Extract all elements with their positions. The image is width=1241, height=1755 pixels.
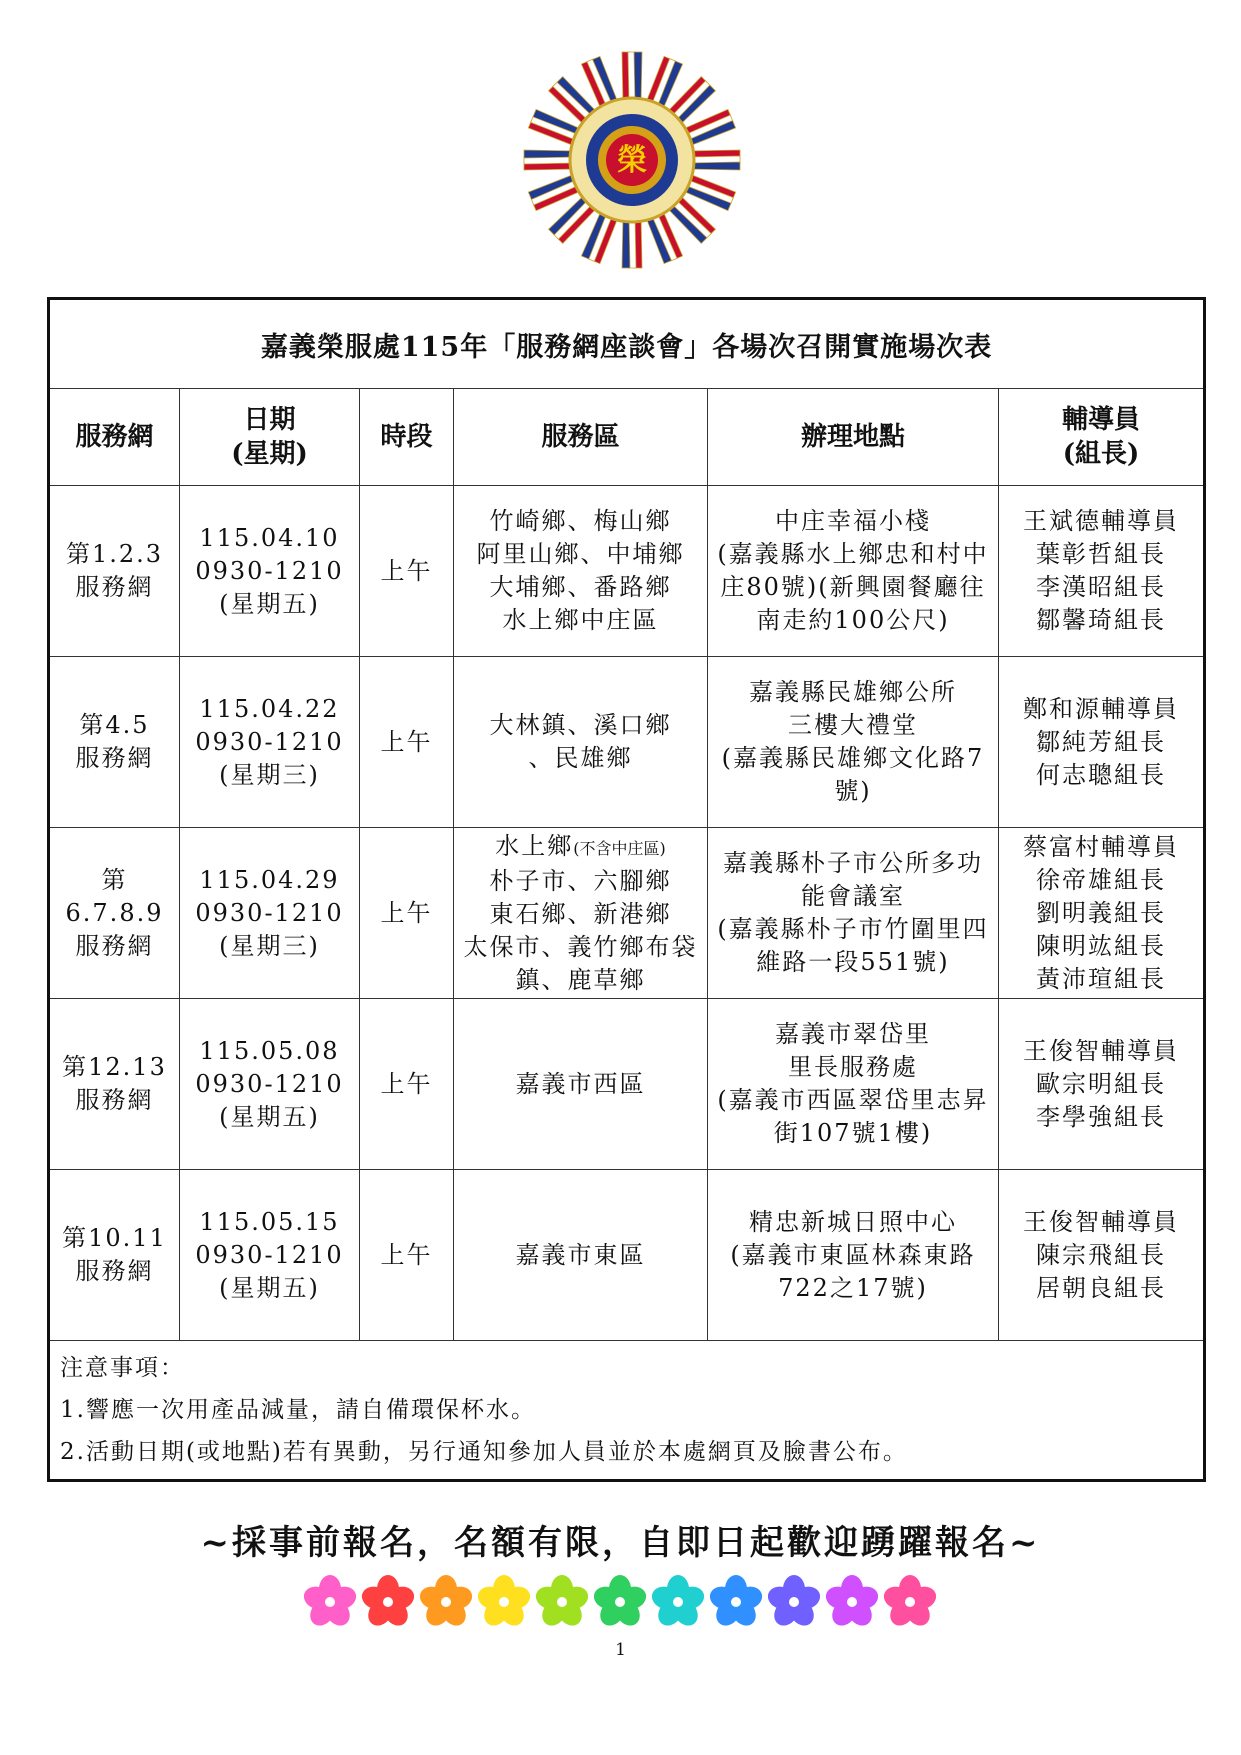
schedule-table (47, 297, 1206, 1482)
flower-decoration (300, 1572, 940, 1632)
cell-staff: 王俊智輔導員 歐宗明組長 李學強組長 (999, 999, 1205, 1170)
cell-network: 第10.11 服務網 (49, 1170, 180, 1341)
header-staff: 輔導員 (組長) (999, 389, 1205, 486)
cell-network: 第4.5 服務網 (49, 657, 180, 828)
cell-venue: 嘉義市翠岱里 里長服務處 (嘉義市西區翠岱里志昇街107號1樓) (708, 999, 999, 1170)
logo-character: 榮 (617, 143, 647, 178)
cell-date: 115.04.29 0930-1210 (星期三) (180, 828, 360, 999)
page-number: 1 (615, 1640, 626, 1660)
flower-icon (591, 1575, 649, 1630)
note-item-1: 1.響應一次用產品減量，請自備環保杯水。 (60, 1397, 536, 1423)
table-row (49, 828, 1205, 999)
cell-venue: 嘉義縣朴子市公所多功能會議室 (嘉義縣朴子市竹圍里四維路一段551號) (708, 828, 999, 999)
registration-slogan: ~採事前報名，名額有限，自即日起歡迎踴躍報名~ (200, 1523, 1041, 1563)
table-row (49, 999, 1205, 1170)
note-item-2: 2.活動日期(或地點)若有異動，另行通知參加人員並於本處網頁及臉書公布。 (60, 1439, 908, 1465)
flower-icon (707, 1575, 765, 1630)
cell-staff: 王斌德輔導員 葉彰哲組長 李漢昭組長 鄒馨琦組長 (999, 486, 1205, 657)
cell-period: 上午 (360, 828, 454, 999)
area-note: (不含中庄區) (573, 838, 666, 858)
cell-venue: 嘉義縣民雄鄉公所 三樓大禮堂 (嘉義縣民雄鄉文化路7號) (708, 657, 999, 828)
cell-staff: 王俊智輔導員 陳宗飛組長 居朝良組長 (999, 1170, 1205, 1341)
flower-icon (475, 1575, 533, 1630)
header-network: 服務網 (49, 389, 180, 486)
flower-icon (765, 1575, 823, 1630)
flower-icon (533, 1575, 591, 1630)
flower-icon (359, 1575, 417, 1630)
header-period: 時段 (360, 389, 454, 486)
cell-service-area: 水上鄉(不含中庄區) 朴子市、六腳鄉 東石鄉、新港鄉 太保市、義竹鄉布袋鎮、鹿草鄉 (454, 828, 708, 999)
cell-date: 115.04.22 0930-1210 (星期三) (180, 657, 360, 828)
cell-date: 115.05.08 0930-1210 (星期五) (180, 999, 360, 1170)
table-row (49, 657, 1205, 828)
cell-service-area: 嘉義市西區 (454, 999, 708, 1170)
cell-date: 115.04.10 0930-1210 (星期五) (180, 486, 360, 657)
cell-network: 第12.13 服務網 (49, 999, 180, 1170)
flower-icon (301, 1575, 359, 1630)
cell-staff: 鄭和源輔導員 鄒純芳組長 何志聰組長 (999, 657, 1205, 828)
flower-icon (881, 1575, 939, 1630)
table-row (49, 1170, 1205, 1341)
header-venue: 辦理地點 (708, 389, 999, 486)
notes-label: 注意事項： (60, 1355, 185, 1381)
notes-section (49, 1341, 1205, 1481)
cell-staff: 蔡富村輔導員 徐帝雄組長 劉明義組長 陳明竑組長 黃沛瑄組長 (999, 828, 1205, 999)
veterans-emblem-logo (517, 45, 747, 275)
cell-service-area: 嘉義市東區 (454, 1170, 708, 1341)
flower-icon (417, 1575, 475, 1630)
cell-date: 115.05.15 0930-1210 (星期五) (180, 1170, 360, 1341)
cell-venue: 中庄幸福小棧 (嘉義縣水上鄉忠和村中庄80號)(新興園餐廳往南走約100公尺) (708, 486, 999, 657)
cell-service-area: 竹崎鄉、梅山鄉 阿里山鄉、中埔鄉 大埔鄉、番路鄉 水上鄉中庄區 (454, 486, 708, 657)
cell-period: 上午 (360, 486, 454, 657)
cell-service-area: 大林鎮、溪口鄉 、民雄鄉 (454, 657, 708, 828)
flower-icon (823, 1575, 881, 1630)
cell-period: 上午 (360, 1170, 454, 1341)
table-row (49, 486, 1205, 657)
cell-venue: 精忠新城日照中心 (嘉義市東區林森東路722之17號) (708, 1170, 999, 1341)
header-service-area: 服務區 (454, 389, 708, 486)
cell-period: 上午 (360, 999, 454, 1170)
cell-network: 第 6.7.8.9 服務網 (49, 828, 180, 999)
flower-icon (649, 1575, 707, 1630)
cell-period: 上午 (360, 657, 454, 828)
header-date: 日期 (星期) (180, 389, 360, 486)
table-title: 嘉義榮服處115年「服務網座談會」各場次召開實施場次表 (49, 299, 1205, 389)
cell-network: 第1.2.3 服務網 (49, 486, 180, 657)
